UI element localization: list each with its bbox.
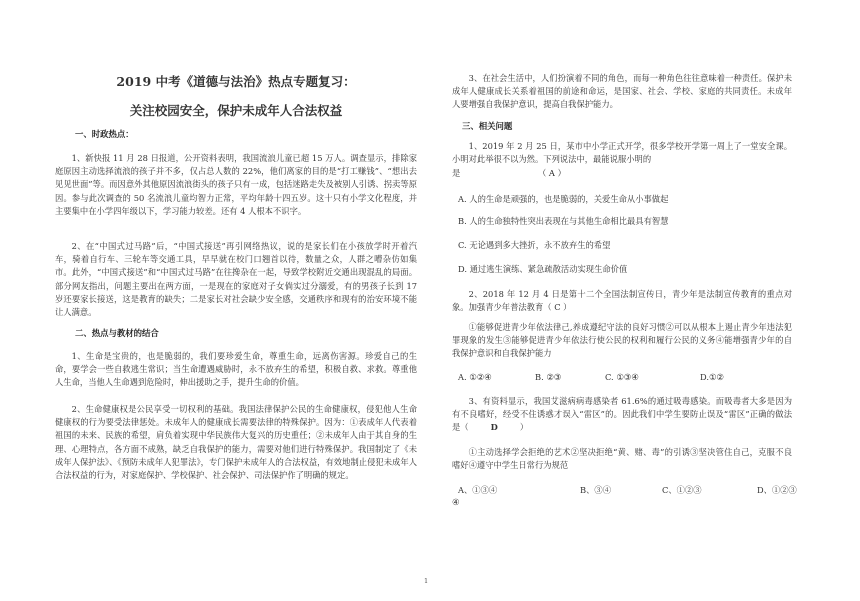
question-1-tail: 是	[452, 168, 461, 178]
question-1-option-b: B. 人的生命独特性突出表现在与其他生命相比最具有智慧	[458, 216, 669, 226]
right-paragraph-1: 3、在社会生活中，人们扮演着不同的角色，而每一种角色往往意味着一种责任。保护未成年人健康成长关系着祖国的前途和命运，是国家、社会、学校、家庭的共同责任。未成年人要增强自我保护意识，提高自我保护能力。	[452, 73, 792, 110]
question-3-close: ）	[519, 422, 529, 433]
section-heading-2: 二、热点与教材的结合	[75, 328, 159, 338]
question-2-option-a: A. ①②④	[458, 372, 492, 382]
section-heading-1: 一、时政热点：	[75, 129, 134, 139]
question-2: 2、2018 年 12 月 4 日是第十二个全国法制宣传日，青少年是法制宣传教育的重点对象。加强青少年普法教育（ C ）	[452, 289, 792, 313]
question-1: 1、2019 年 2 月 25 日，某市中小学正式开学，很多学校开学第一周上了一堂安全课。小明对此举很不以为然。下列说法中，最能说服小明的	[452, 141, 792, 165]
question-3-answer: D	[490, 422, 498, 433]
left-paragraph-2: 2、在“中国式过马路”后，“中国式接送”再引网络热议，说的是家长们在小孩放学时开着汽车，骑着自行车、三轮车等交通工具，早早就在校门口翘首以待，数量之众，人群之嘈杂仿如集市。此外，“中国式接送”和“中国式过马路”在往搀杂在一起，导致学校附近交通出现混乱的局面。部分网友指出，问题主要出在两方面，一是现在的家庭对子女倘实过分溺爱，有的男孩子长到 17 岁还要家长接送，这是教育的缺失；二是家长对社会缺少安全感，交通秩序和现有的治安环境不能让人满意。	[55, 241, 417, 318]
section-heading-3: 三、相关问题	[462, 121, 513, 131]
question-2-option-d: D.①②	[700, 372, 724, 382]
page-number: 1	[424, 577, 429, 585]
question-3	[452, 395, 792, 435]
question-2-option-b: B. ②③	[535, 372, 562, 382]
question-1-option-a: A. 人的生命是顽强的，也是脆弱的，关爱生命从小事做起	[458, 194, 669, 204]
question-3-text: 3、有资料显示，我国艾滋病病毒感染者 61.6%的通过吸毒感染。而吸毒者大多是因为有不良嗜好，经受不住诱惑才误入“雷区”的。因此我们中学生要防止误及“雷区”正确的做法是（	[452, 396, 792, 433]
question-1-answer: （ A ）	[538, 168, 566, 178]
question-3-option-d-wrap: ④	[452, 497, 460, 507]
question-2-option-c: C. ①③④	[605, 372, 639, 382]
left-paragraph-1: 1、新快报 11 月 28 日报道，公开资料表明，我国流浪儿童已超 15 万人。调查显示，排除家庭原因主动选择流浪的孩子并不多，仅占总人数的 22%，他们离家的目的是“打工赚钱”、“想出去见见世面”等。而因意外其他原因流浪街头的孩子只有一成，包括迷路走失及被别人引诱、拐卖等原因。参与此次调查的 50 名流浪儿童均智力正常，平均年龄十四五岁。这十只有小学文化程度，并主要集中在小学四年级以下，学习能力较差。还有 4 人根本不识字。	[55, 153, 417, 216]
question-3-option-c: C、①②③	[662, 485, 702, 495]
left-paragraph-4: 2、生命健康权是公民享受一切权利的基础。我国法律保护公民的生命健康权，侵犯他人生命健康权的行为要受法律惩处。未成年人的健康成长需要法律的特殊保护。因为：①表成年人代表着祖国的未来、民族的希望，肩负着实现中华民族伟大复兴的历史重任；②未成年人由于其自身的生理、心理特点，各方面不成熟，缺乏自我保护的能力，需要对他们进行特殊保护。我国制定了《未成年人保护法》、《预防未成年人犯罪法》，专门保护未成年人的合法权益，有效地制止侵犯未成年人合法权益的行为，对家庭保护、学校保护、社会保护、司法保护作了明确的规定。	[55, 404, 417, 481]
question-3-statements: ①主动选择学会拒绝的艺术②坚决拒绝“黄、赌、毒”的引诱③坚决管住自己，克服不良嗜好④遵守中学生日常行为规范	[452, 447, 792, 471]
question-1-option-c: C. 无论遇到多大挫折，永不放弃生的希望	[458, 240, 611, 250]
question-3-option-b: B、③④	[580, 485, 611, 495]
question-1-option-d: D. 通过逃生演练、紧急疏散活动实现生命价值	[458, 264, 628, 274]
question-3-option-a: A、①③④	[458, 485, 498, 495]
left-paragraph-3: 1、生命是宝贵的，也是脆弱的，我们要珍爱生命，尊重生命，远离伤害源。珍爱自己的生命，要学会一些自救逃生常识；当生命遭遇威胁时，永不放弃生的希望，积极自救、求救。尊重他人生命，当他人生命遇到危险时，伸出援助之手，提升生命的价值。	[55, 351, 417, 388]
page-title: 2019 中考《道德与法治》热点专题复习：	[116, 74, 356, 89]
question-2-statements: ①能够促进青少年依法律己,养成遵纪守法的良好习惯②可以从根本上遏止青少年违法犯罪现象的发生③能够促进青少年依法行使公民的权利和履行公民的义务④能增强青少年的自我保护意识和自我保护能力	[452, 322, 792, 359]
question-3-option-d: D、①②③	[757, 485, 797, 495]
page-subtitle: 关注校园安全，保护未成年人合法权益	[129, 103, 343, 118]
